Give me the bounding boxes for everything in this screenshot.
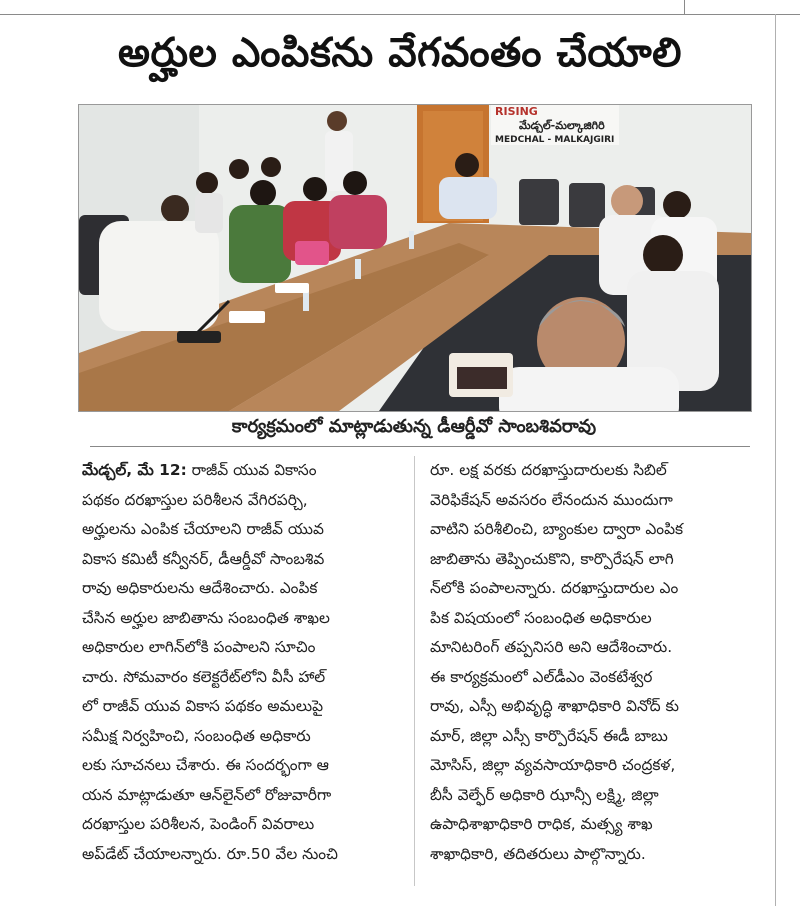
article-column-right [430, 456, 756, 869]
column-divider [414, 456, 415, 886]
article-line: శాఖాధికారి, తదితరులు పాల్గొన్నారు. [430, 844, 646, 863]
article-line: అప్‌డేట్ చేయాలన్నారు. రూ.50 వేల నుంచి [82, 844, 338, 863]
article-line: అధికారుల లాగిన్‌లోకి పంపాలని సూచిం [82, 638, 316, 656]
dateline: మేడ్చల్, మే 12: [82, 461, 187, 479]
right-column-rule [775, 14, 776, 906]
article-line: మార్, జిల్లా ఎస్సీ కార్పొరేషన్ ఈడీ బాబు [430, 726, 668, 745]
article-line: దరఖాస్తుల పరిశీలన, పెండింగ్ వివరాలు [82, 815, 315, 833]
article-line: చారు. సోమవారం కలెక్టరేట్‌లోని వీసీ హాల్ [82, 667, 326, 686]
cropped-top-strip [0, 0, 800, 15]
article-line: న్‌లోకి పంపాలన్నారు. దరఖాస్తుదారుల ఎం [430, 579, 679, 597]
article-line: వికాస కమిటీ కన్వీనర్, డీఆర్డీవో సాంబశివ [82, 549, 325, 568]
article-column-left [82, 456, 412, 869]
article-line: సమీక్ష నిర్వహించి, సంబంధిత అధికారు [82, 726, 311, 745]
article-line: లకు సూచనలు చేశారు. ఈ సందర్భంగా ఆ [82, 756, 329, 774]
article-line: మేడ్చల్, మే 12: రాజీవ్ యువ వికాసం [82, 461, 317, 479]
article-line: యన మాట్లాడుతూ ఆన్‌లైన్‌లో రోజువారీగా [82, 785, 332, 804]
article-line: బీసీ వెల్ఫేర్ అధికారి ఝాన్సీ లక్ష్మి, జిల్లా [430, 785, 659, 804]
article-line: వెరిఫికేషన్ అవసరం లేనందున ముందుగా [430, 490, 673, 509]
article-line: రావు, ఎస్సీ అభివృద్ధి శాఖాధికారి వినోద్ కు [430, 697, 679, 715]
article-line: పిక విషయంలో సంబంధిత అధికారుల [430, 608, 652, 627]
caption-rule [90, 446, 750, 447]
banner-telugu: మేడ్చల్-మల్కాజిగిరి [519, 119, 605, 132]
article-line: జాబితాను తెప్పించుకొని, కార్పొరేషన్ లాగి [430, 549, 674, 568]
article-line: అర్హులను ఎంపిక చేయాలని రాజీవ్ యువ [82, 520, 324, 538]
article-line: పథకం దరఖాస్తుల పరిశీలన వేగిరపర్చి, [82, 490, 308, 509]
headline: అర్హుల ఎంపికను వేగవంతం చేయాలి [117, 30, 683, 76]
article-line: చేసిన అర్హుల జాబితాను సంబంధిత శాఖల [82, 608, 330, 627]
photo-caption: కార్యక్రమంలో మాట్లాడుతున్న డీఆర్డీవో సాంబశివరావు [231, 416, 597, 437]
meeting-photo [78, 104, 752, 412]
article-line: ఉపాధిశాఖాధికారి రాధిక, మత్స్య శాఖ [430, 815, 653, 833]
banner-brand: RISING [495, 105, 538, 118]
article-line: రావు అధికారులను ఆదేశించారు. ఎంపిక [82, 579, 318, 597]
article-line: వాటిని పరిశీలించి, బ్యాంకుల ద్వారా ఎంపిక [430, 520, 684, 538]
banner-english: MEDCHAL - MALKAJGIRI [495, 135, 615, 145]
article-line: లో రాజీవ్ యువ వికాస పథకం అమలుపై [82, 697, 324, 715]
article-line: మానిటరింగ్ తప్పనిసరి అని ఆదేశించారు. [430, 638, 673, 656]
article-line: ఈ కార్యక్రమంలో ఎల్‌డీఎం వెంకటేశ్వర [430, 667, 653, 686]
article-line: రూ. లక్ష వరకు దరఖాస్తుదారులకు సిబిల్ [430, 461, 667, 479]
article-line: మోసిస్, జిల్లా వ్యవసాయాధికారి చంద్రకళ, [430, 756, 676, 774]
column-divider-top [684, 0, 685, 14]
